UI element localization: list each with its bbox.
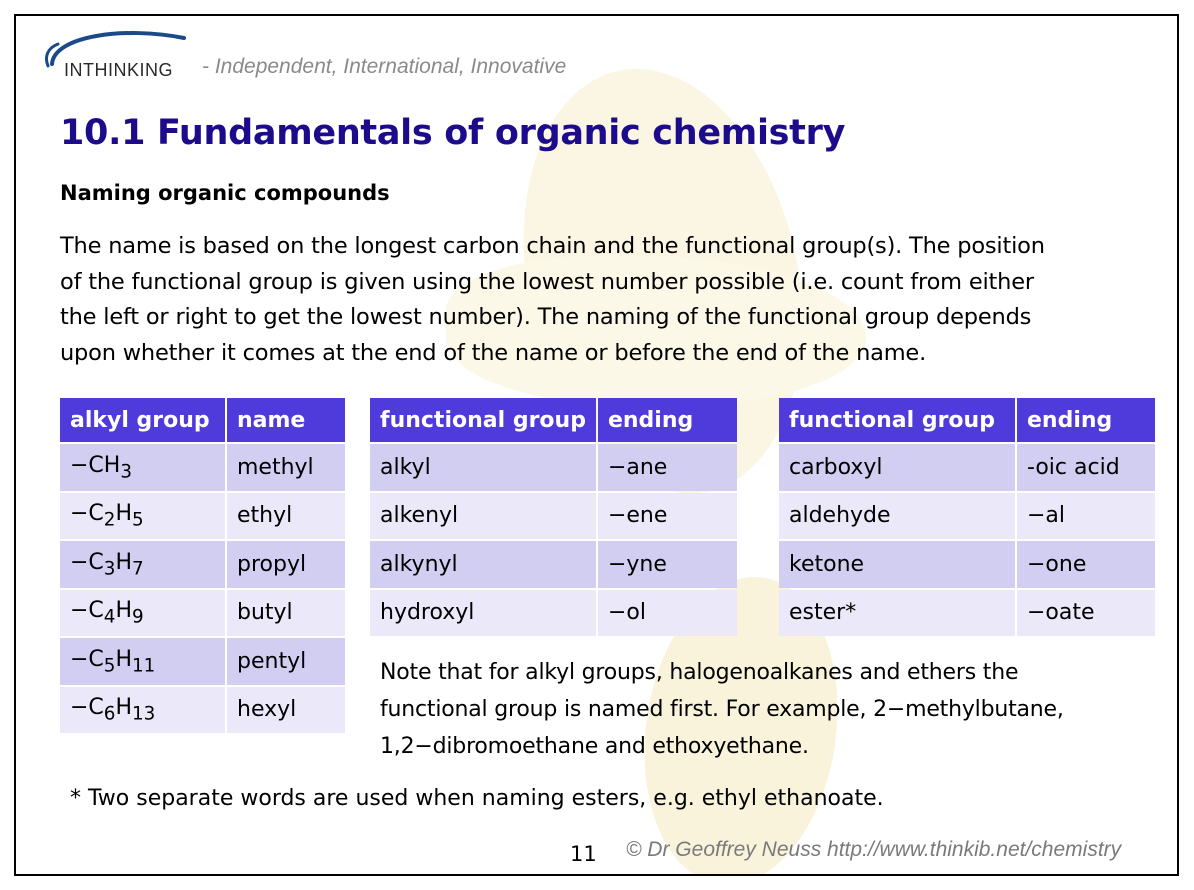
table-row: [60, 444, 345, 491]
table-row: [60, 590, 345, 637]
page-title: 10.1 Fundamentals of organic chemistry: [60, 113, 846, 153]
table-row: [370, 590, 737, 637]
column-header: ending: [1017, 398, 1155, 442]
column-header: alkyl group: [60, 398, 225, 442]
name-cell: butyl: [227, 590, 345, 637]
naming-note: [380, 654, 1170, 765]
name-cell: hexyl: [227, 687, 345, 734]
ending-cell: −ane: [598, 444, 737, 491]
column-header: functional group: [779, 398, 1015, 442]
functional-group-ending-table-1: [368, 396, 739, 638]
ending-cell: −yne: [598, 541, 737, 588]
ending-cell: -oic acid: [1017, 444, 1155, 491]
formula-cell: $-C_2H_5$: [60, 493, 225, 540]
inthinking-logo: [34, 26, 594, 86]
formula-cell: $-C_4H_9$: [60, 590, 225, 637]
name-cell: pentyl: [227, 638, 345, 685]
table-row: [60, 638, 345, 685]
copyright-notice: © Dr Geoffrey Neuss http://www.thinkib.net/chemistry: [626, 838, 1122, 861]
group-cell: alkynyl: [370, 541, 596, 588]
name-cell: propyl: [227, 541, 345, 588]
table-row: [370, 541, 737, 588]
logo-text: INTHINKING: [64, 60, 174, 80]
section-subtitle: Naming organic compounds: [60, 181, 390, 205]
note-line: functional group is named first. For example, 2−methylbutane,: [380, 697, 1064, 722]
note-line: Note that for alkyl groups, halogenoalkanes and ethers the: [380, 660, 1019, 685]
name-cell: ethyl: [227, 493, 345, 540]
intro-line: the left or right to get the lowest number). The naming of the functional group depends: [60, 304, 1032, 330]
intro-line: of the functional group is given using the lowest number possible (i.e. count from either: [60, 268, 1034, 295]
column-header: name: [227, 398, 345, 442]
intro-line: upon whether it comes at the end of the name or before the end of the name.: [60, 339, 927, 366]
ending-cell: −al: [1017, 493, 1155, 540]
column-header: ending: [598, 398, 737, 442]
table-row: [60, 687, 345, 734]
group-cell: aldehyde: [779, 493, 1015, 540]
group-cell: ester*: [779, 590, 1015, 637]
table-row: [779, 493, 1155, 540]
formula-cell: $-CH_3$: [60, 444, 225, 491]
group-cell: carboxyl: [779, 444, 1015, 491]
intro-paragraph: [60, 229, 1150, 371]
column-header: functional group: [370, 398, 596, 442]
table-row: [370, 444, 737, 491]
ester-footnote: * Two separate words are used when naming esters, e.g. ethyl ethanoate.: [70, 786, 884, 811]
table-row: [370, 493, 737, 540]
ending-cell: −one: [1017, 541, 1155, 588]
group-cell: hydroxyl: [370, 590, 596, 637]
group-cell: ketone: [779, 541, 1015, 588]
functional-group-ending-table-2: [777, 396, 1157, 638]
table-row: [779, 590, 1155, 637]
formula-cell: $-C_5H_{11}$: [60, 638, 225, 685]
table-row: [779, 444, 1155, 491]
slide: [14, 14, 1179, 876]
table-row: [60, 493, 345, 540]
table-row: [60, 541, 345, 588]
note-line: 1,2−dibromoethane and ethoxyethane.: [380, 734, 809, 759]
group-cell: alkyl: [370, 444, 596, 491]
ending-cell: −ol: [598, 590, 737, 637]
group-cell: alkenyl: [370, 493, 596, 540]
ending-cell: −ene: [598, 493, 737, 540]
formula-cell: $-C_3H_7$: [60, 541, 225, 588]
ending-cell: −oate: [1017, 590, 1155, 637]
tagline: - Independent, International, Innovative: [202, 55, 567, 78]
alkyl-group-table: [58, 396, 347, 735]
name-cell: methyl: [227, 444, 345, 491]
intro-line: The name is based on the longest carbon chain and the functional group(s). The position: [60, 233, 1045, 259]
table-row: [779, 541, 1155, 588]
page-number: 11: [570, 842, 597, 866]
formula-cell: $-C_6H_{13}$: [60, 687, 225, 734]
